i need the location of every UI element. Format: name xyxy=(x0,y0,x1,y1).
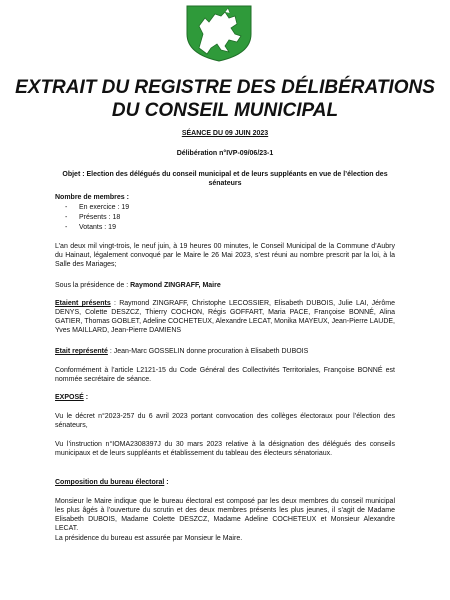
title-line-2: DU CONSEIL MUNICIPAL xyxy=(111,100,339,121)
members-heading: Nombre de membres : xyxy=(55,194,129,201)
bureau-presidence: La présidence du bureau est assurée par Monsieur le Maire. xyxy=(55,535,243,542)
deliberation-number: Délibération n°IVP-09/06/23-1 xyxy=(176,150,274,157)
subject: Objet : Election des délégués du conseil municipal et de leurs suppléants en vue de l’élection des sénateurs xyxy=(62,171,388,187)
presidence-prefix: Sous la présidence de : xyxy=(55,282,131,289)
presents-paragraph xyxy=(55,299,395,335)
instruction-paragraph: Vu l’instruction n°IOMA2308397J du 30 mars 2023 relative à la désignation des délégués des conseils municipaux et de leurs suppléants et établissement du tableau des électeurs sénatoriaux. xyxy=(55,441,395,457)
coat-of-arms-icon xyxy=(185,4,253,62)
expose-label: EXPOSÉ xyxy=(55,394,84,401)
expose-suffix: : xyxy=(83,394,89,401)
presidence-name: Raymond ZINGRAFF, Maire xyxy=(130,282,221,289)
represente-label: Etait représenté xyxy=(55,348,108,355)
bureau-label: Composition du bureau électoral xyxy=(55,479,165,486)
title-line-1: EXTRAIT DU REGISTRE DES DÉLIBÉRATIONS xyxy=(15,77,435,98)
secretaire-paragraph: Conformément à l’article L2121-15 du Code Général des Collectivités Territoriales, Françoise BONNÉ est nommée secrétaire de séance. xyxy=(55,367,395,383)
members-list xyxy=(55,203,129,233)
represente-paragraph xyxy=(55,347,395,356)
session-date: SÉANCE DU 09 JUIN 2023 xyxy=(181,130,269,137)
document-title xyxy=(0,76,450,122)
intro-paragraph: L’an deux mil vingt-trois, le neuf juin, à 19 heures 00 minutes, le Conseil Municipal de la Commune d’Aubry du Hainaut, légalement convoqué par le Maire le 26 Mai 2023, s’est réuni au nombre prescrit par la loi, à la Salle des Mariages; xyxy=(55,243,395,268)
presents-label: Etaient présents xyxy=(55,300,111,307)
list-item: - Votants : 19 xyxy=(55,223,129,233)
list-item: - Présents : 18 xyxy=(55,213,129,223)
decret-paragraph: Vu le décret n°2023-257 du 6 avril 2023 portant convocation des collèges électoraux pour l’élection des sénateurs, xyxy=(55,413,395,429)
members-count xyxy=(55,193,129,233)
bureau-paragraph: Monsieur le Maire indique que le bureau électoral est composé par les deux membres du conseil municipal les plus âgés à l’ouverture du scrutin et des deux membres présents les plus jeunes, il s’agit de Madame Elisabeth DUBOIS, Madame Colette DESZCZ, Madame Adeline COCHETEUX et Monsieur Alexandre LECAT. xyxy=(55,498,395,532)
presents-text: : Raymond ZINGRAFF, Christophe LECOSSIER, Elisabeth DUBOIS, Julie LAI, Jérôme DENYS, Colette DESZCZ, Thierry COCHON, Régis GOFFART, Maria PACE, Françoise BONNÉ, Alina GATIER, Thomas GOBLET, Adeline COCHETEUX, Alexandre LECAT, Monika MAYEUX, Jean-Pierre LAUDE, Yves MAILLARD, Jean-Pierre DAMIENS xyxy=(55,300,396,334)
list-item: - En exercice : 19 xyxy=(55,203,129,213)
represente-text: : Jean-Marc GOSSELIN donne procuration à Elisabeth DUBOIS xyxy=(107,348,309,355)
expose-heading xyxy=(55,393,395,402)
presidence-paragraph xyxy=(55,281,395,290)
bureau-suffix: : xyxy=(164,479,169,486)
bureau-heading xyxy=(55,478,395,487)
